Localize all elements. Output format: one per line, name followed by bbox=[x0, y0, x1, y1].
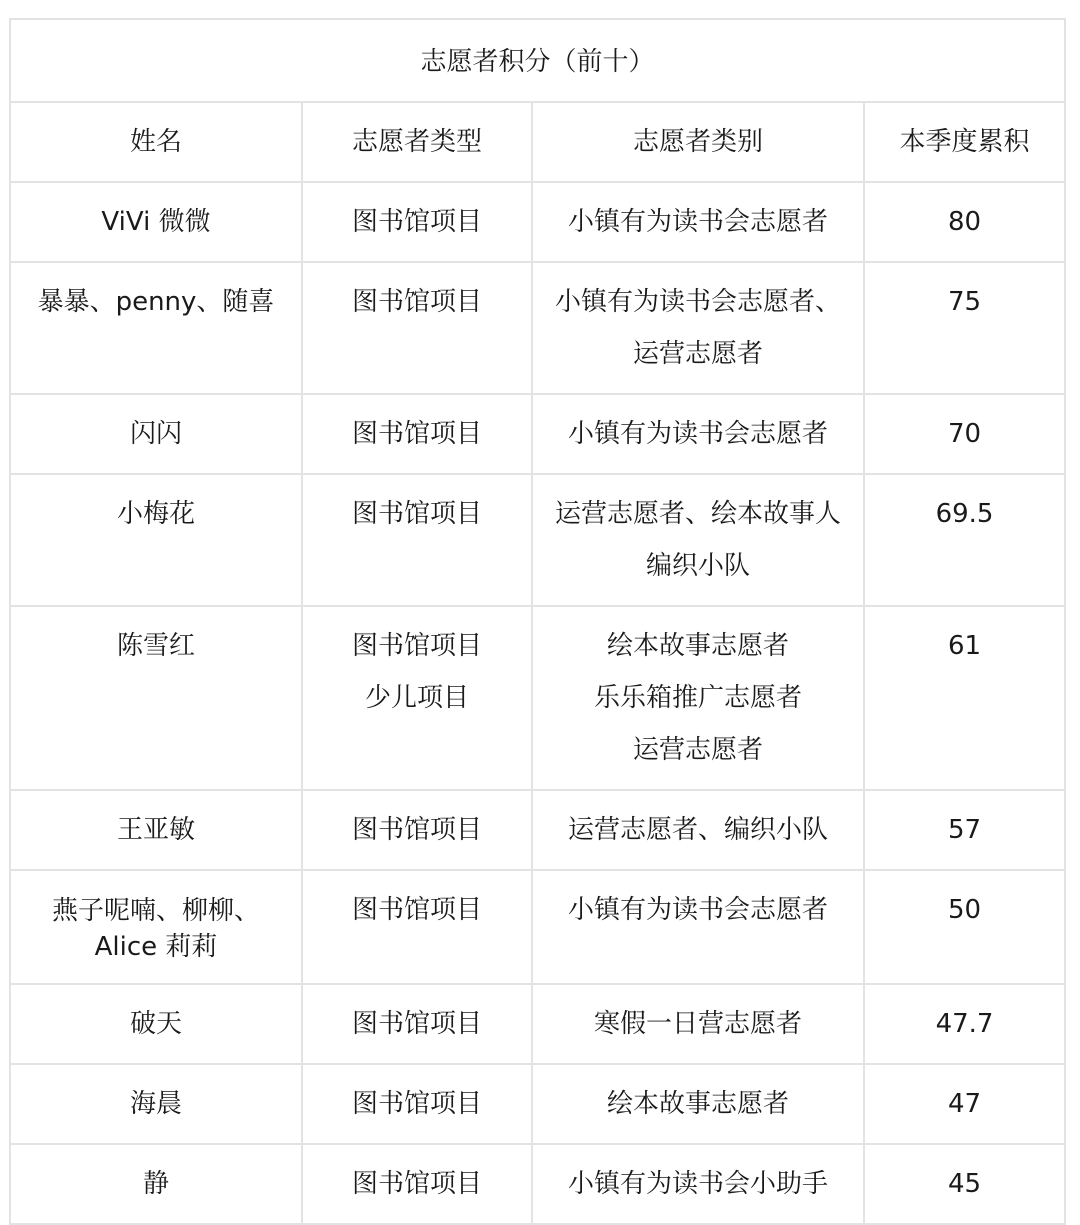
cell-name bbox=[10, 182, 302, 262]
cell-type-line: 图书馆项目 bbox=[351, 1009, 482, 1039]
cell-type-line: 图书馆项目 bbox=[351, 1169, 482, 1199]
cell-points bbox=[864, 474, 1065, 606]
cell-category-line: 编织小队 bbox=[645, 551, 750, 581]
volunteer-points-table bbox=[9, 18, 1066, 1225]
cell-points-value: 45 bbox=[947, 1169, 982, 1199]
cell-name-line: 小梅花 bbox=[116, 499, 195, 529]
cell-category-line: 运营志愿者、编织小队 bbox=[567, 815, 828, 845]
cell-points bbox=[864, 394, 1065, 474]
header-category-label: 志愿者类别 bbox=[632, 127, 763, 157]
cell-name-line: 燕子呢喃、柳柳、 bbox=[51, 896, 260, 926]
cell-type bbox=[302, 394, 532, 474]
cell-category-line: 乐乐箱推广志愿者 bbox=[593, 683, 802, 713]
cell-category-line: 绘本故事志愿者 bbox=[606, 1089, 789, 1119]
cell-points-value: 50 bbox=[947, 895, 982, 925]
cell-type-line: 图书馆项目 bbox=[351, 1089, 482, 1119]
header-name-label: 姓名 bbox=[129, 127, 182, 157]
cell-points bbox=[864, 182, 1065, 262]
cell-type bbox=[302, 474, 532, 606]
cell-category bbox=[532, 394, 864, 474]
cell-category-line: 小镇有为读书会志愿者、 bbox=[554, 287, 841, 317]
cell-points bbox=[864, 984, 1065, 1064]
cell-category bbox=[532, 870, 864, 984]
cell-name-line: 破天 bbox=[129, 1009, 182, 1039]
cell-name bbox=[10, 984, 302, 1064]
cell-points-value: 75 bbox=[947, 287, 982, 317]
cell-points-value: 80 bbox=[947, 207, 982, 237]
cell-name-line: 王亚敏 bbox=[116, 815, 195, 845]
cell-category-line: 运营志愿者、绘本故事人 bbox=[554, 499, 841, 529]
cell-name bbox=[10, 790, 302, 870]
cell-type-line: 图书馆项目 bbox=[351, 815, 482, 845]
cell-points-value: 61 bbox=[947, 631, 982, 661]
cell-name bbox=[10, 474, 302, 606]
cell-type-line: 图书馆项目 bbox=[351, 895, 482, 925]
cell-type bbox=[302, 606, 532, 790]
cell-type bbox=[302, 262, 532, 394]
cell-type-line: 少儿项目 bbox=[364, 683, 469, 713]
cell-type-line: 图书馆项目 bbox=[351, 207, 482, 237]
table-row bbox=[10, 182, 1065, 262]
cell-type-line: 图书馆项目 bbox=[351, 631, 482, 661]
cell-category bbox=[532, 1064, 864, 1144]
cell-points-value: 57 bbox=[947, 815, 982, 845]
table-container bbox=[9, 18, 1064, 1225]
cell-points bbox=[864, 1144, 1065, 1224]
cell-category-line: 小镇有为读书会小助手 bbox=[567, 1169, 828, 1199]
cell-type-line: 图书馆项目 bbox=[351, 419, 482, 449]
cell-type bbox=[302, 870, 532, 984]
cell-name-line: 海晨 bbox=[129, 1089, 182, 1119]
table-row bbox=[10, 1064, 1065, 1144]
cell-category bbox=[532, 984, 864, 1064]
cell-points-value: 47 bbox=[947, 1089, 982, 1119]
cell-category-line: 小镇有为读书会志愿者 bbox=[567, 419, 828, 449]
cell-points bbox=[864, 870, 1065, 984]
cell-category-line: 小镇有为读书会志愿者 bbox=[567, 895, 828, 925]
cell-name bbox=[10, 606, 302, 790]
header-name bbox=[10, 102, 302, 182]
cell-name-line: 闪闪 bbox=[129, 419, 182, 449]
table-row bbox=[10, 984, 1065, 1064]
cell-category bbox=[532, 790, 864, 870]
cell-type bbox=[302, 1064, 532, 1144]
cell-type-line: 图书馆项目 bbox=[351, 499, 482, 529]
cell-points bbox=[864, 606, 1065, 790]
title-row bbox=[10, 19, 1065, 102]
table-row bbox=[10, 474, 1065, 606]
cell-category bbox=[532, 182, 864, 262]
cell-name-line: 暴暴、penny、随喜 bbox=[37, 287, 275, 317]
cell-type bbox=[302, 790, 532, 870]
cell-category-line: 寒假一日营志愿者 bbox=[593, 1009, 802, 1039]
cell-category bbox=[532, 1144, 864, 1224]
cell-points bbox=[864, 262, 1065, 394]
cell-name bbox=[10, 394, 302, 474]
table-row bbox=[10, 790, 1065, 870]
header-type bbox=[302, 102, 532, 182]
cell-category-line: 绘本故事志愿者 bbox=[606, 631, 789, 661]
table-row bbox=[10, 606, 1065, 790]
cell-name bbox=[10, 1064, 302, 1144]
cell-category bbox=[532, 262, 864, 394]
table-row bbox=[10, 262, 1065, 394]
cell-name bbox=[10, 870, 302, 984]
cell-category-line: 运营志愿者 bbox=[632, 735, 763, 765]
cell-name-line: Alice 莉莉 bbox=[94, 932, 218, 962]
cell-type bbox=[302, 984, 532, 1064]
cell-points-value: 69.5 bbox=[935, 499, 994, 529]
cell-points-value: 70 bbox=[947, 419, 982, 449]
cell-type bbox=[302, 1144, 532, 1224]
table-row bbox=[10, 1144, 1065, 1224]
table-row bbox=[10, 870, 1065, 984]
cell-points bbox=[864, 1064, 1065, 1144]
header-category bbox=[532, 102, 864, 182]
cell-name-line: 静 bbox=[142, 1169, 169, 1199]
cell-name bbox=[10, 1144, 302, 1224]
cell-category bbox=[532, 474, 864, 606]
cell-name bbox=[10, 262, 302, 394]
cell-category-line: 小镇有为读书会志愿者 bbox=[567, 207, 828, 237]
table-row bbox=[10, 394, 1065, 474]
cell-type-line: 图书馆项目 bbox=[351, 287, 482, 317]
header-row bbox=[10, 102, 1065, 182]
cell-name-line: ViVi 微微 bbox=[101, 207, 211, 237]
cell-name-line: 陈雪红 bbox=[116, 631, 195, 661]
table-title bbox=[10, 19, 1065, 102]
cell-points bbox=[864, 790, 1065, 870]
table-title-text: 志愿者积分（前十） bbox=[420, 47, 655, 77]
header-points-label: 本季度累积 bbox=[899, 127, 1030, 157]
header-points bbox=[864, 102, 1065, 182]
cell-category-line: 运营志愿者 bbox=[632, 339, 763, 369]
cell-type bbox=[302, 182, 532, 262]
cell-category bbox=[532, 606, 864, 790]
cell-points-value: 47.7 bbox=[935, 1009, 994, 1039]
header-type-label: 志愿者类型 bbox=[351, 127, 482, 157]
